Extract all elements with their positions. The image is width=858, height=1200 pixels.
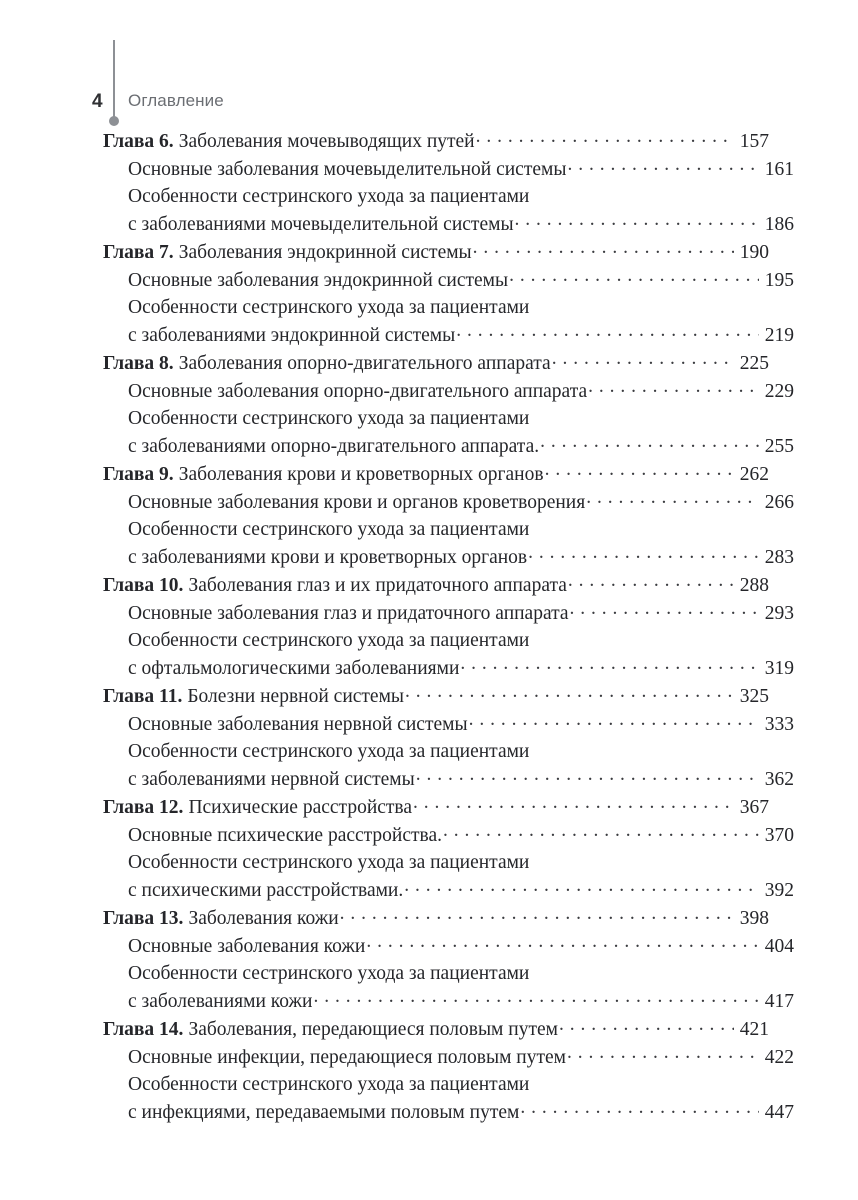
dot-leader [473,238,734,258]
toc-section-entry-continuation[interactable] [103,432,794,460]
toc-section-entry[interactable] [103,849,794,876]
dot-leader [460,654,759,674]
dot-leader [520,1098,759,1118]
chapter-block [103,349,794,460]
section-page-number: 195 [764,270,794,291]
chapter-label: Глава 7. [103,242,174,263]
section-page-number: 370 [764,825,794,846]
section-page-number: 404 [764,936,794,957]
toc-section-entry[interactable] [103,266,794,294]
section-title: с заболеваниями нервной системы [128,769,415,790]
table-of-contents [103,127,794,1126]
dot-leader [313,987,759,1007]
dot-leader [509,266,759,286]
toc-chapter-entry[interactable] [103,238,769,266]
section-title: Особенности сестринского ухода за пациентами [128,186,530,207]
toc-chapter-entry[interactable] [103,1015,769,1043]
section-title: с офтальмологическими заболеваниями [128,658,460,679]
toc-section-entry[interactable] [103,488,794,516]
chapter-label: Глава 11. [103,686,183,707]
dot-leader [528,543,759,563]
toc-chapter-entry[interactable] [103,793,769,821]
section-title: с инфекциями, передаваемыми половым путем [128,1102,520,1123]
section-title: Основные психические расстройства. [128,825,443,846]
toc-chapter-entry[interactable] [103,460,769,488]
section-title: Основные заболевания нервной системы [128,714,468,735]
dot-leader [404,876,759,896]
toc-section-entry-continuation[interactable] [103,654,794,682]
chapter-page-number: 325 [739,686,769,707]
chapter-title: Заболевания кожи [188,908,339,929]
chapter-block [103,127,794,238]
dot-leader [540,432,759,452]
section-page-number: 219 [764,325,794,346]
section-title: Основные заболевания опорно-двигательного аппарата [128,381,588,402]
section-title: Основные заболевания глаз и придаточного аппарата [128,603,569,624]
toc-chapter-entry[interactable] [103,349,769,377]
chapter-title: Заболевания мочевыводящих путей [178,131,475,152]
chapter-title: Заболевания, передающиеся половым путем [188,1019,558,1040]
toc-section-entry[interactable] [103,1071,794,1098]
toc-section-entry[interactable] [103,627,794,654]
chapter-label: Глава 8. [103,353,174,374]
section-title: Особенности сестринского ухода за пациентами [128,1074,530,1095]
section-page-number: 283 [764,547,794,568]
toc-section-entry-continuation[interactable] [103,876,794,904]
chapter-title: Психические расстройства [188,797,413,818]
section-title: Особенности сестринского ухода за пациентами [128,852,530,873]
running-head [92,38,292,130]
dot-leader [366,932,759,952]
dot-leader [588,377,759,397]
toc-section-entry[interactable] [103,1043,794,1071]
section-title: Основные заболевания кожи [128,936,366,957]
toc-section-entry-continuation[interactable] [103,987,794,1015]
chapter-block [103,904,794,1015]
section-page-number: 319 [764,658,794,679]
section-page-number: 447 [764,1102,794,1123]
dot-leader [469,710,759,730]
section-page-number: 293 [764,603,794,624]
toc-section-entry[interactable] [103,405,794,432]
section-title: Особенности сестринского ухода за пациентами [128,963,530,984]
section-page-number: 422 [764,1047,794,1068]
chapter-title: Заболевания опорно-двигательного аппарата [178,353,551,374]
dot-leader [568,571,734,591]
section-page-number: 255 [764,436,794,457]
section-page-number: 229 [764,381,794,402]
running-head-dot [109,116,119,126]
chapter-page-number: 190 [739,242,769,263]
section-page-number: 161 [764,159,794,180]
dot-leader [567,1043,759,1063]
chapter-label: Глава 6. [103,131,174,152]
chapter-page-number: 157 [739,131,769,152]
toc-section-entry[interactable] [103,599,794,627]
dot-leader [552,349,734,369]
chapter-label: Глава 9. [103,464,174,485]
chapter-title: Заболевания эндокринной системы [178,242,472,263]
chapter-block [103,460,794,571]
section-page-number: 266 [764,492,794,513]
section-title: Основные заболевания крови и органов кроветворения [128,492,586,513]
dot-leader [545,460,734,480]
chapter-label: Глава 13. [103,908,184,929]
dot-leader [567,155,759,175]
chapter-page-number: 288 [739,575,769,596]
chapter-block [103,682,794,793]
chapter-page-number: 262 [739,464,769,485]
toc-section-entry-continuation[interactable] [103,765,794,793]
section-title: Основные инфекции, передающиеся половым путем [128,1047,566,1068]
chapter-page-number: 367 [739,797,769,818]
section-title: с заболеваниями эндокринной системы [128,325,456,346]
section-title: с заболеваниями мочевыделительной системы [128,214,514,235]
toc-section-entry[interactable] [103,183,794,210]
dot-leader [559,1015,734,1035]
toc-section-entry-continuation[interactable] [103,543,794,571]
dot-leader [413,793,734,813]
section-title: Особенности сестринского ухода за пациентами [128,630,530,651]
section-title: с психическими расстройствами. [128,880,404,901]
dot-leader [405,682,734,702]
chapter-page-number: 225 [739,353,769,374]
chapter-title: Заболевания крови и кроветворных органов [178,464,544,485]
section-title: Особенности сестринского ухода за пациентами [128,519,530,540]
toc-section-entry[interactable] [103,155,794,183]
toc-section-entry[interactable] [103,294,794,321]
section-page-number: 186 [764,214,794,235]
chapter-title: Заболевания глаз и их придаточного аппарата [188,575,567,596]
section-title: Особенности сестринского ухода за пациентами [128,297,530,318]
dot-leader [586,488,759,508]
section-title: Особенности сестринского ухода за пациентами [128,408,530,429]
dot-leader [416,765,759,785]
running-head-title: Оглавление [128,91,224,110]
toc-section-entry[interactable] [103,738,794,765]
section-title: Основные заболевания эндокринной системы [128,270,509,291]
section-page-number: 362 [764,769,794,790]
chapter-block [103,238,794,349]
section-title: с заболеваниями кожи [128,991,313,1012]
running-head-rule [113,40,115,120]
chapter-block [103,1015,794,1126]
section-page-number: 333 [764,714,794,735]
toc-section-entry[interactable] [103,516,794,543]
chapter-label: Глава 14. [103,1019,184,1040]
chapter-page-number: 398 [739,908,769,929]
toc-section-entry-continuation[interactable] [103,1098,794,1126]
chapter-block [103,571,794,682]
dot-leader [515,210,759,230]
toc-chapter-entry[interactable] [103,904,769,932]
chapter-title: Болезни нервной системы [187,686,405,707]
chapter-label: Глава 12. [103,797,184,818]
page-folio-number: 4 [92,91,103,112]
toc-chapter-entry[interactable] [103,682,769,710]
chapter-label: Глава 10. [103,575,184,596]
dot-leader [456,321,759,341]
chapter-block [103,793,794,904]
dot-leader [570,599,759,619]
toc-section-entry-continuation[interactable] [103,321,794,349]
section-title: с заболеваниями крови и кроветворных органов [128,547,528,568]
toc-section-entry[interactable] [103,821,794,849]
toc-section-entry[interactable] [103,710,794,738]
dot-leader [476,127,734,147]
toc-chapter-entry[interactable] [103,571,769,599]
toc-section-entry[interactable] [103,377,794,405]
dot-leader [340,904,734,924]
toc-section-entry[interactable] [103,960,794,987]
dot-leader [443,821,759,841]
toc-section-entry[interactable] [103,932,794,960]
chapter-page-number: 421 [739,1019,769,1040]
section-title: Основные заболевания мочевыделительной системы [128,159,567,180]
toc-section-entry-continuation[interactable] [103,210,794,238]
section-title: с заболеваниями опорно-двигательного аппарата. [128,436,540,457]
section-page-number: 392 [764,880,794,901]
toc-chapter-entry[interactable] [103,127,769,155]
section-page-number: 417 [764,991,794,1012]
section-title: Особенности сестринского ухода за пациентами [128,741,530,762]
